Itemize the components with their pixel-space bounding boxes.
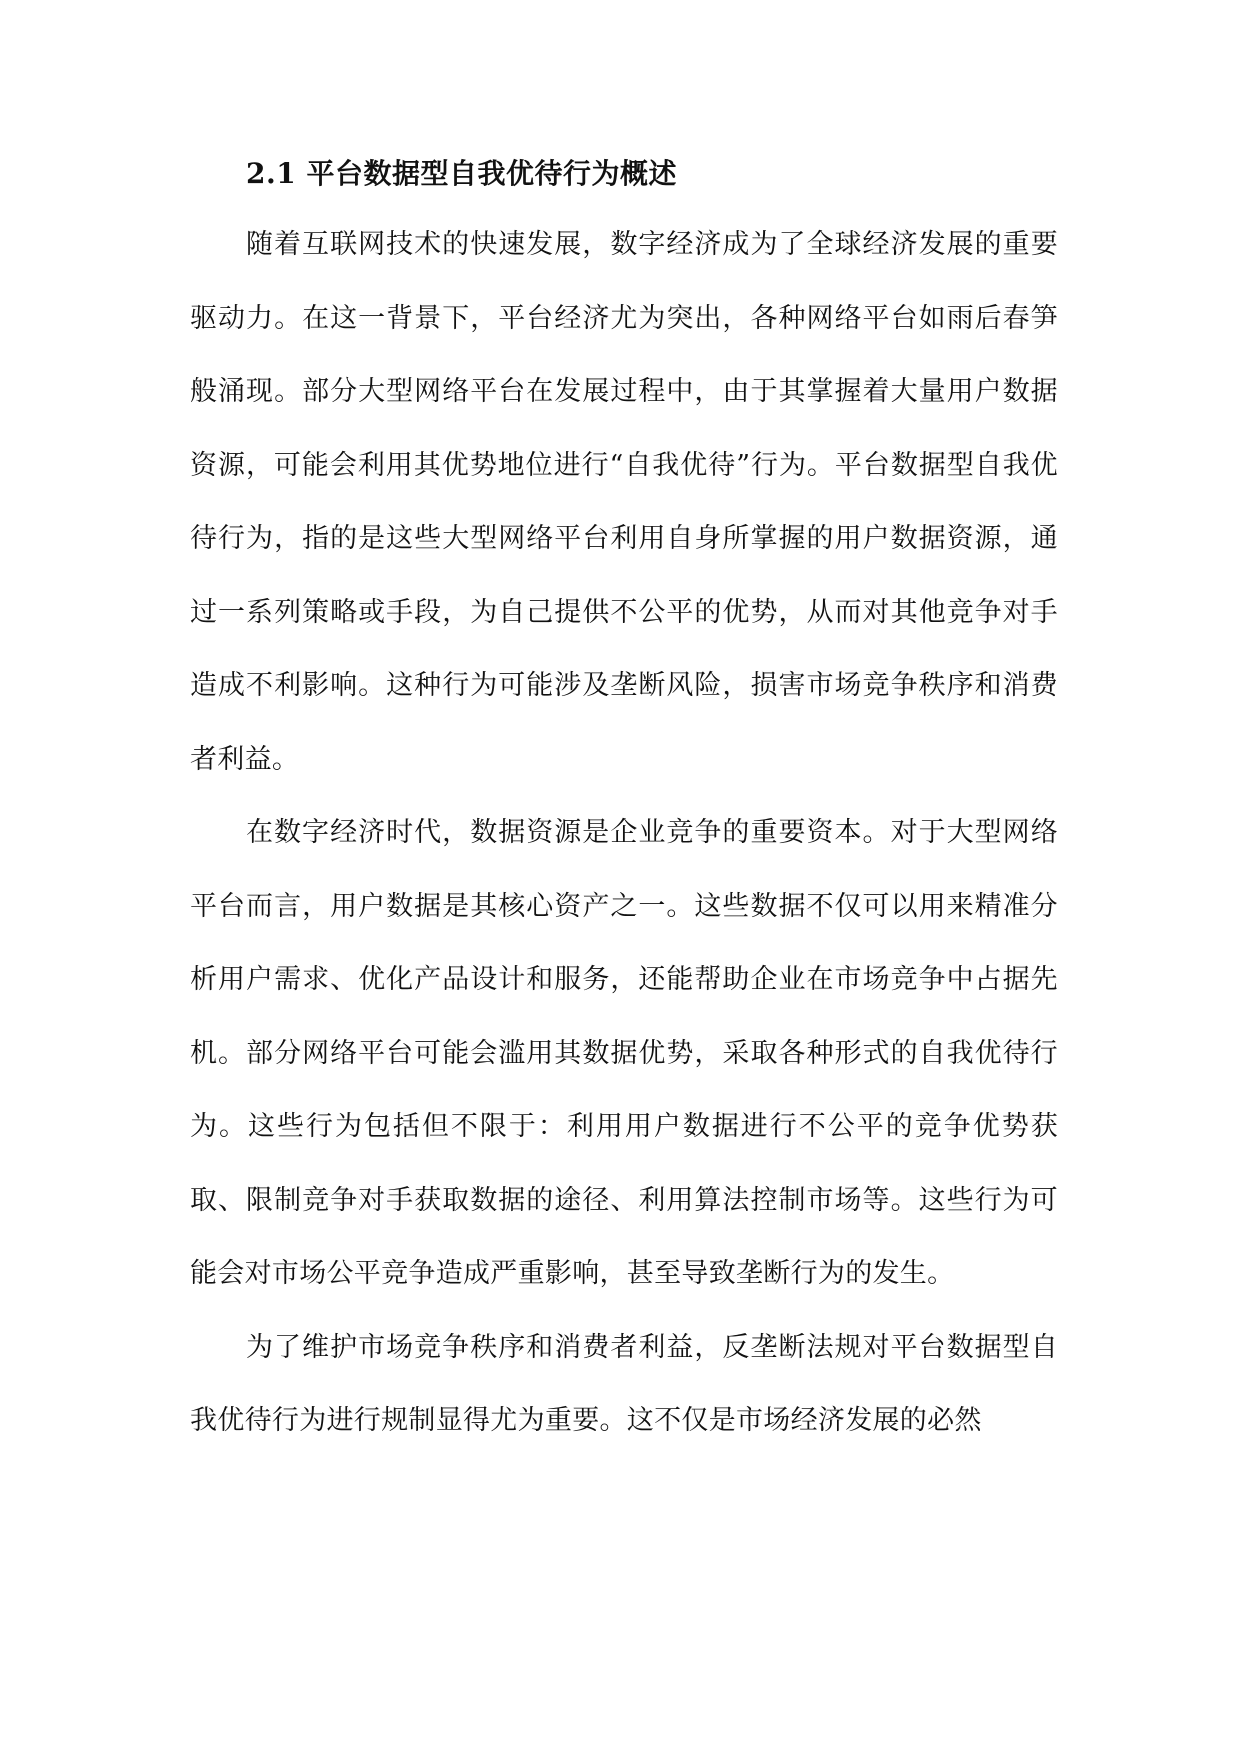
section-heading: 2.1 平台数据型自我优待行为概述 bbox=[246, 157, 677, 190]
paragraph-1: 随着互联网技术的快速发展，数字经济成为了全球经济发展的重要驱动力。在这一背景下，平台经济尤为突出，各种网络平台如雨后春笋般涌现。部分大型网络平台在发展过程中，由于其掌握着大量用户数据资源，可能会利用其优势地位进行“自我优待”行为。平台数据型自我优待行为，指的是这些大型网络平台利用自身所掌握的用户数据资源，通过一系列策略或手段，为自己提供不公平的优势，从而对其他竞争对手造成不利影响。这种行为可能涉及垄断风险，损害市场竞争秩序和消费者利益。 bbox=[190, 229, 1058, 775]
paragraph-3: 为了维护市场竞争秩序和消费者利益，反垄断法规对平台数据型自我优待行为进行规制显得尤为重要。这不仅是市场经济发展的必然 bbox=[190, 1331, 1058, 1436]
document-body bbox=[190, 140, 1058, 1458]
paragraph-2: 在数字经济时代，数据资源是企业竞争的重要资本。对于大型网络平台而言，用户数据是其核心资产之一。这些数据不仅可以用来精准分析用户需求、优化产品设计和服务，还能帮助企业在市场竞争中占据先机。部分网络平台可能会滥用其数据优势，采取各种形式的自我优待行为。这些行为包括但不限于：利用用户数据进行不公平的竞争优势获取、限制竞争对手获取数据的途径、利用算法控制市场等。这些行为可能会对市场公平竞争造成严重影响，甚至导致垄断行为的发生。 bbox=[190, 817, 1058, 1289]
